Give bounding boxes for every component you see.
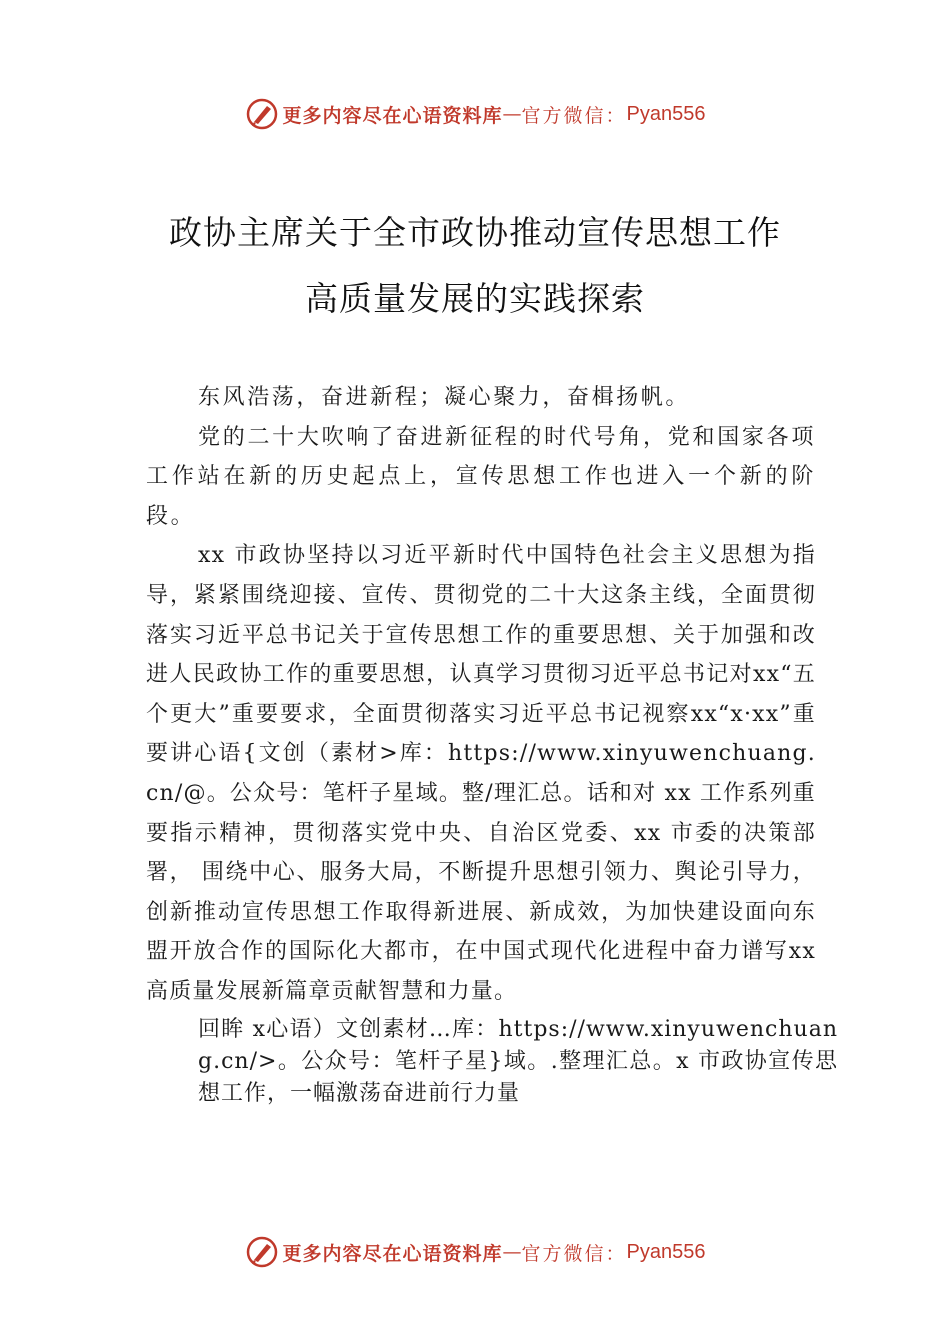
paragraph-4: 回眸 x心语）文创素材…库：https://www.xinyuwenchuang.cn/>。公众号：笔杆子星}域。.整理汇总。x 市政协宣传思想工作，一幅激荡奋进前行力量 bbox=[198, 1016, 838, 1106]
wechat-label: 官方微信： bbox=[521, 104, 627, 127]
document-title-line-2: 高质量发展的实践探索 bbox=[305, 279, 645, 318]
footer-banner bbox=[0, 1232, 950, 1272]
header-banner bbox=[0, 94, 950, 134]
wechat-label: 官方微信： bbox=[521, 1242, 627, 1265]
paragraph-3: xx 市政协坚持以习近平新时代中国特色社会主义思想为指导，紧紧围绕迎接、宣传、贯彻党的二十大这条主线，全面贯彻落实习近平总书记关于宣传思想工作的重要思想、关于加强和改进人民政协工作的重要思想，认真学习贯彻习近平总书记对xx“五个更大”重要要求，全面贯彻落实习近平总书记视察xx“x·xx”重要讲心语{文创（素材>库：https://www.xinyuwenchuang.cn/@。公众号：笔杆子星域。整/理汇总。话和对 xx 工作系列重要指示精神，贯彻落实党中央、自治区党委、xx 市委的决策部署， 围绕中心、服务大局，不断提升思想引领力、舆论引导力， 创新推动宣传思想工作取得新进展、新成效，为加快建设面向东盟开放合作的国际化大都市，在中国式现代化进程中奋力谱写xx高质量发展新篇章贡献智慧和力量。 bbox=[146, 543, 816, 1004]
pen-nib-icon bbox=[245, 97, 279, 131]
paragraph-2: 党的二十大吹响了奋进新征程的时代号角，党和国家各项工作站在新的历史起点上，宣传思想工作也进入一个新的阶段。 bbox=[146, 424, 816, 529]
paragraph-1: 东风浩荡，奋进新程；凝心聚力，奋楫扬帆。 bbox=[198, 385, 691, 410]
pen-nib-icon bbox=[245, 1235, 279, 1269]
separator: — bbox=[502, 1241, 522, 1263]
document-title-line-1: 政协主席关于全市政协推动宣传思想工作 bbox=[169, 213, 781, 252]
wechat-id: Pyan556 bbox=[626, 102, 706, 125]
separator: — bbox=[502, 103, 522, 125]
wechat-id: Pyan556 bbox=[626, 1240, 706, 1263]
brand-name: 更多内容尽在心语资料库 bbox=[282, 104, 503, 127]
brand-name: 更多内容尽在心语资料库 bbox=[282, 1242, 503, 1265]
document-body bbox=[146, 378, 838, 1110]
